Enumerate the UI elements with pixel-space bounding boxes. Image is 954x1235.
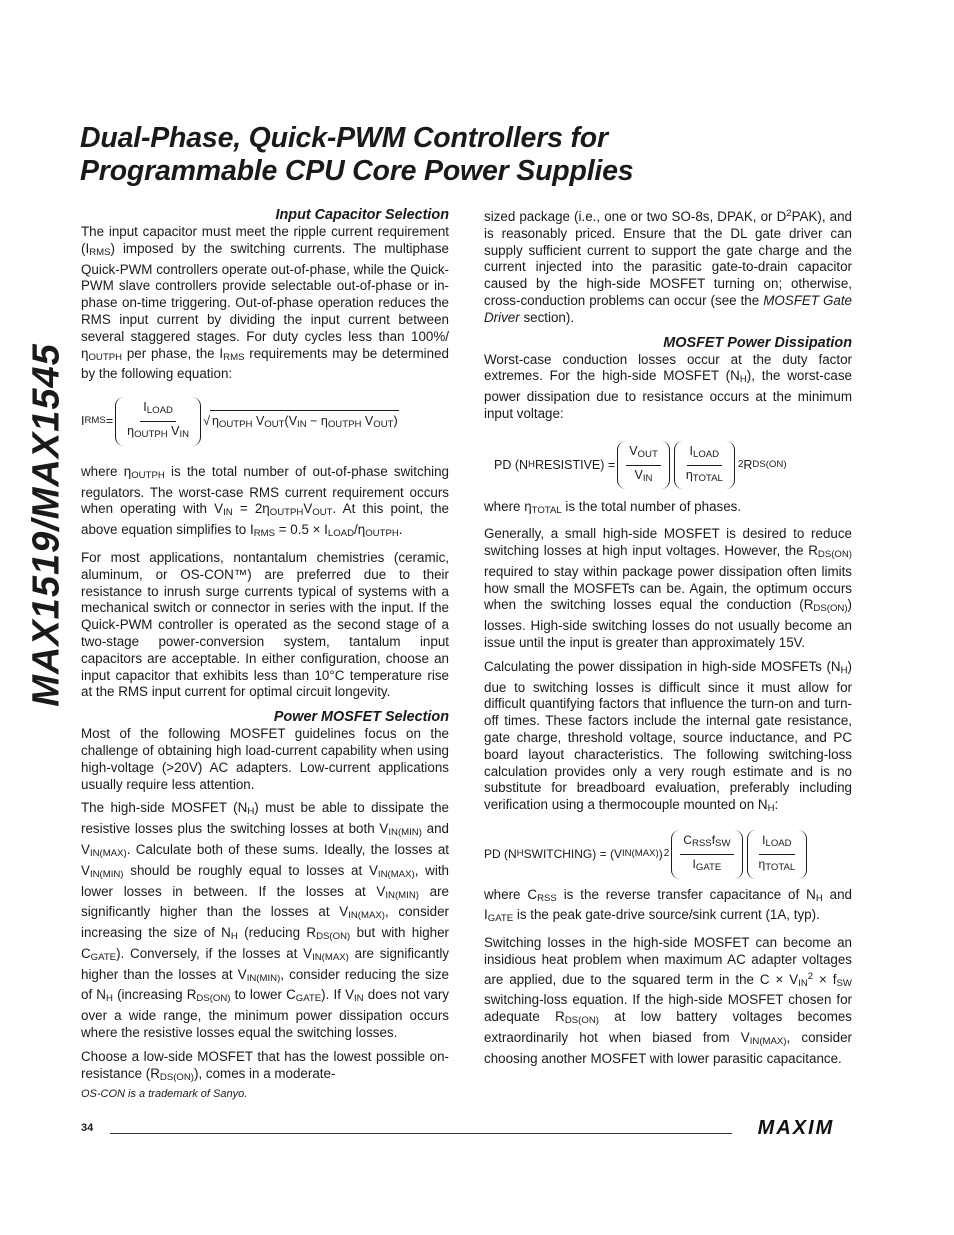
paragraph-package-continued: sized package (i.e., one or two SO-8s, DPAK, or $D^2PAK$), and is reasonably priced. Ensure that the DL gate driver can supply sufficient current to support the gate charge and the current injected into the parasitic gate-to-drain capacitor caused by the high-side MOSFET turning on; otherwise, cross-conduction problems can occur (see the MOSFET Gate Driver section). xyxy=(484,208,853,325)
equation-square-root: √ $\eta_{OUTPH}$ $V_{OUT}(V_{IN} - \eta_{OUTPH}$ $V_{OUT}$) xyxy=(203,410,399,434)
paragraph-switching-calculation: Calculating the power dissipation in high-side MOSFETs $(N_H)$ due to switching losses is difficult since it must allow for difficult quantifying factors that influence the turn-on and turn-off times. These factors include the internal gate resistance, gate charge, threshold voltage, source inductance, and PC board layout characteristics. The following switching-loss calculation provides only a very rough estimate and is no substitute for breadboard evaluation, preferably including verification using a thermocouple mounted on $N_H$: xyxy=(484,658,852,815)
paragraph-crss-definition: where $C_{RSS}$ is the reverse transfer capacitance of $N_H$ and $I_{GATE}$ is the peak gate-drive source/sink current (1A, typ). xyxy=(484,886,853,925)
title-line-1: Dual-Phase, Quick-PWM Controllers for xyxy=(80,122,608,154)
left-column xyxy=(81,206,449,1093)
paragraph-outph-definition: where $\eta_{OUTPH}$ is the total number of out-of-phase switching regulators. The worst-case RMS current requirement occurs when operating with $V_{IN} = 2\eta_{OUTPH}V_{OUT}$. At this point, the above equation simplifies to $I_{RMS} = 0.5 \times I_{LOAD}/\eta_{OUTPH}$. xyxy=(81,463,450,540)
maxim-logo-text: MAXIM xyxy=(757,1117,835,1138)
maxim-logo xyxy=(738,1116,854,1138)
paragraph-heat-problem: Switching losses in the high-side MOSFET can become an insidious heat problem when maximum AC adapter voltages are applied, due to the squared term in the $C \times V_{IN}^2 \times f_{SW}$ switching-loss equation. If the high-side MOSFET chosen for adequate $R_{DS(ON)}$ at low battery voltages becomes extraordinarily hot when biased from $V_{IN(MAX)}$, consider choosing another MOSFET with lower parasitic capacitance. xyxy=(484,935,852,1066)
equation-pd-resistive: PD (N H RESISTIVE) = $\frac{V_{OUT}}{V_{IN}}$ $\frac{I_{LOAD}}{\eta_{TOTAL}}$ 2 R DS(ON) xyxy=(494,441,852,490)
heading-mosfet-dissipation: MOSFET Power Dissipation xyxy=(663,334,852,351)
heading-power-mosfet: Power MOSFET Selection xyxy=(273,709,449,726)
equation-irms: I RMS = $\frac{I_{LOAD}}{\eta_{OUTPH} V_{IN}}$ √ $\eta_{OUTPH}$ $V_{OUT}(V_{IN} - \eta_{OUTPH}$ $V_{OUT}$) xyxy=(81,397,449,446)
title-line-2: Programmable CPU Core Power Supplies xyxy=(80,155,634,187)
paragraph-capacitor-chemistry: For most applications, nontantalum chemistries (ceramic, aluminum, or OS-CON™) are preferred due to their resistance to inrush surge currents typical of systems with a mechanical switch or connector in series with the input. If the Quick-PWM controller is operated as the second stage of a two-stage power-conversion system, tantalum input capacitors are acceptable. In either configuration, choose an input capacitor that exhibits less than 10°C temperature rise at the RMS input current for optimal circuit longevity. xyxy=(81,549,449,700)
paragraph-low-side-mosfet: Choose a low-side MOSFET that has the lowest possible on-resistance $(R_{DS(ON)})$, comes in a moderate- xyxy=(81,1048,449,1083)
side-part-number xyxy=(22,205,72,845)
right-column xyxy=(484,206,852,1075)
paragraph-mosfet-guidelines: Most of the following MOSFET guidelines focus on the challenge of obtaining high load-current capability when using high-voltage (>20V) AC adapters. Low-current applications usually require less attention. xyxy=(81,726,449,792)
footer-rule xyxy=(110,1133,732,1134)
paragraph-conduction-losses: Worst-case conduction losses occur at the duty factor extremes. For the high-side MOSFET $(N_H)$, the worst-case power dissipation due to resistance occurs at the minimum input voltage: xyxy=(484,351,852,421)
page-title xyxy=(80,122,900,188)
side-part-number-text: MAX1519/MAX1545 xyxy=(25,343,68,707)
paragraph-total-phases: where $\eta_{TOTAL}$ is the total number of phases. xyxy=(484,499,742,517)
equation-parenthesis xyxy=(115,397,201,446)
trademark-footnote: OS-CON is a trademark of Sanyo. xyxy=(81,1088,248,1100)
equation-pd-switching: PD (N H SWITCHING) = (V IN(MAX) ) 2 $\frac{C_{RSS}f_{SW}}{I_{GATE}}$ $\frac{I_{LOAD}}{\eta_{TOTAL}}$ xyxy=(484,830,852,879)
heading-input-capacitor: Input Capacitor Selection xyxy=(275,207,449,223)
paragraph-input-capacitor: The input capacitor must meet the ripple current requirement $(I_{RMS})$ imposed by the switching currents. The multiphase Quick-PWM controllers operate out-of-phase, while the Quick-PWM slave controllers provide selectable out-of-phase or in-phase on-time triggering. Out-of-phase operation reduces the RMS input current by dividing the input current between several staggered stages. For duty cycles less than $100\%/\eta_{OUTPH}$ per phase, the $I_{RMS}$ requirements may be determined by the following equation: xyxy=(81,224,450,382)
page-number: 34 xyxy=(81,1122,94,1134)
paragraph-high-side-mosfet: The high-side MOSFET $(N_H)$ must be able to dissipate the resistive losses plus the switching losses at both $V_{IN(MIN)}$ and $V_{IN(MAX)}$. Calculate both of these sums. Ideally, the losses at $V_{IN(MIN)}$ should be roughly equal to losses at $V_{IN(MAX)}$, with lower losses in between. If the losses at $V_{IN(MIN)}$ are significantly higher than the losses at $V_{IN(MAX)}$, consider increasing the size of $N_H$ (reducing $R_{DS(ON)}$ but with higher $C_{GATE}$). Conversely, if the losses at $V_{IN(MAX)}$ are significantly higher than the losses at $V_{IN(MIN)}$, consider reducing the size of $N_H$ (increasing $R_{DS(ON)}$ to lower $C_{GATE}$). If $V_{IN}$ does not vary over a wide range, the minimum power dissipation occurs where the resistive losses equal the switching losses. xyxy=(81,800,450,1041)
equation-fraction: $\frac{I_{LOAD}}{\eta_{OUTPH} V_{IN}}$ xyxy=(127,400,190,440)
paragraph-switching-losses-intro: Generally, a small high-side MOSFET is desired to reduce switching losses at high input voltages. However, the $R_{DS(ON)}$ required to stay within package power dissipation often limits how small the MOSFETs can be. Again, the optimum occurs when the switching losses equal the conduction $(R_{DS(ON)})$ losses. High-side switching losses do not usually become an issue until the input is greater than approximately 15V. xyxy=(484,526,852,650)
